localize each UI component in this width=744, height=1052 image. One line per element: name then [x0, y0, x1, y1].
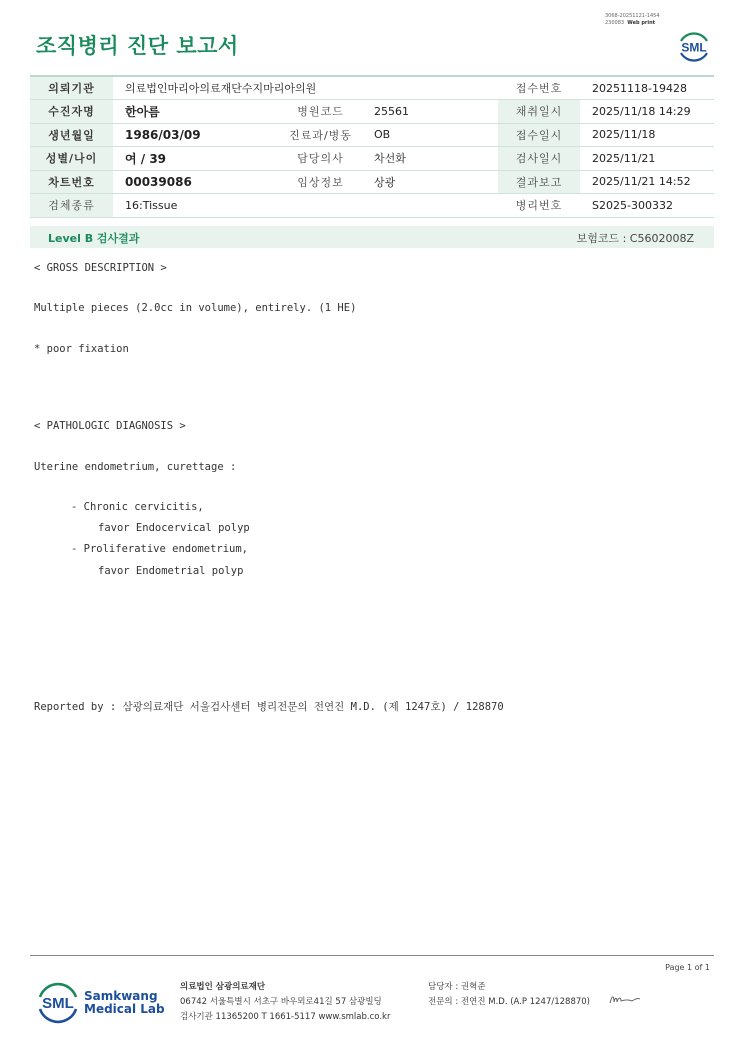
- sml-logo-icon: [676, 28, 712, 64]
- staff-line1: 담당자 : 권혁준: [428, 982, 486, 992]
- info-label: 의뢰기관: [30, 76, 113, 100]
- info-label: 검체종류: [30, 194, 113, 218]
- diagnosis-item1-sub: favor Endocervical polyp: [98, 522, 250, 534]
- info-row: [30, 76, 714, 100]
- info-label: 채취일시: [498, 100, 580, 124]
- page-number: Page 1 of 1: [665, 963, 710, 972]
- info-row: [30, 170, 714, 194]
- print-id-code: 230083: [605, 19, 625, 26]
- info-label: 생년월일: [30, 123, 113, 147]
- info-value: 2025/11/18 14:29: [580, 100, 714, 124]
- info-label: 병리번호: [498, 194, 580, 218]
- info-label: 접수번호: [498, 76, 580, 100]
- info-value: 2025/11/21: [580, 147, 714, 171]
- info-row: [30, 123, 714, 147]
- info-value: OB: [362, 123, 498, 147]
- diagnosis-site: Uterine endometrium, curettage :: [34, 461, 237, 473]
- info-value: 차선화: [362, 147, 498, 171]
- section-title: Level B 검사결과: [48, 232, 140, 245]
- footer-address: [180, 980, 390, 1025]
- diagnosis-item2: - Proliferative endometrium,: [71, 543, 249, 555]
- footer-logo-text: SML: [42, 995, 74, 1012]
- signature-icon: [608, 993, 642, 1007]
- footer-staff: [428, 980, 590, 1010]
- info-value: 여 / 39: [113, 147, 279, 171]
- info-value: 1986/03/09: [113, 123, 279, 147]
- info-label: 임상정보: [279, 170, 362, 194]
- section-bar: [30, 226, 714, 248]
- info-value: 20251118-19428: [580, 76, 714, 100]
- footer-org: 의료법인 삼광의료재단: [180, 982, 266, 992]
- gross-line2: * poor fixation: [34, 343, 129, 355]
- info-row: [30, 194, 714, 218]
- info-label: 차트번호: [30, 170, 113, 194]
- brand-name: [84, 990, 165, 1016]
- info-value: 상광: [362, 170, 498, 194]
- info-value: 의료법인마리아의료재단수지마리아의원: [113, 76, 498, 100]
- print-id-label: Web print: [627, 19, 656, 26]
- info-label: 성별/나이: [30, 147, 113, 171]
- brand-line1: Samkwang: [84, 989, 158, 1003]
- info-value: 한아름: [113, 100, 279, 124]
- diagnosis-header: < PATHOLOGIC DIAGNOSIS >: [34, 420, 186, 432]
- page-title: 조직병리 진단 보고서: [36, 34, 239, 58]
- gross-line1: Multiple pieces (2.0cc in volume), entirely. (1 HE): [34, 302, 357, 314]
- info-label: 접수일시: [498, 123, 580, 147]
- logo-text: SML: [681, 40, 707, 55]
- info-label: 검사일시: [498, 147, 580, 171]
- diagnosis-item2-sub: favor Endometrial polyp: [98, 565, 244, 577]
- footer-address-line: 06742 서울특별시 서초구 바우뫼로41길 57 삼광빌딩: [180, 997, 382, 1007]
- reported-by: Reported by : 삼광의료재단 서울검사센터 병리전문의 전연진 M.D. (제 1247호) / 128870: [34, 701, 504, 713]
- info-label: 결과보고: [498, 170, 580, 194]
- print-id: [605, 13, 660, 26]
- info-value: 2025/11/18: [580, 123, 714, 147]
- gross-header: < GROSS DESCRIPTION >: [34, 262, 167, 274]
- footer-contact: 검사기관 11365200 T 1661-5117 www.smlab.co.kr: [180, 1012, 391, 1022]
- info-label: 병원코드: [279, 100, 362, 124]
- brand-line2: Medical Lab: [84, 1002, 165, 1016]
- info-row: [30, 147, 714, 171]
- patient-info-table: [30, 75, 714, 218]
- info-value: 00039086: [113, 170, 279, 194]
- samkwang-logo-icon: [36, 980, 80, 1024]
- info-label: 담당의사: [279, 147, 362, 171]
- info-label: 진료과/병동: [279, 123, 362, 147]
- footer-divider: [30, 955, 714, 956]
- info-value: 2025/11/21 14:52: [580, 170, 714, 194]
- info-label: 수진자명: [30, 100, 113, 124]
- info-value: S2025-300332: [580, 194, 714, 218]
- staff-line2: 전문의 : 전연진 M.D. (A.P 1247/128870): [428, 997, 590, 1007]
- print-id-line1: 3068-20251121-1454: [605, 13, 660, 19]
- info-value: 16:Tissue: [113, 194, 498, 218]
- diagnosis-item1: - Chronic cervicitis,: [71, 501, 204, 513]
- insurance-code: 보험코드 : C5602008Z: [576, 232, 694, 245]
- info-row: [30, 100, 714, 124]
- info-value: 25561: [362, 100, 498, 124]
